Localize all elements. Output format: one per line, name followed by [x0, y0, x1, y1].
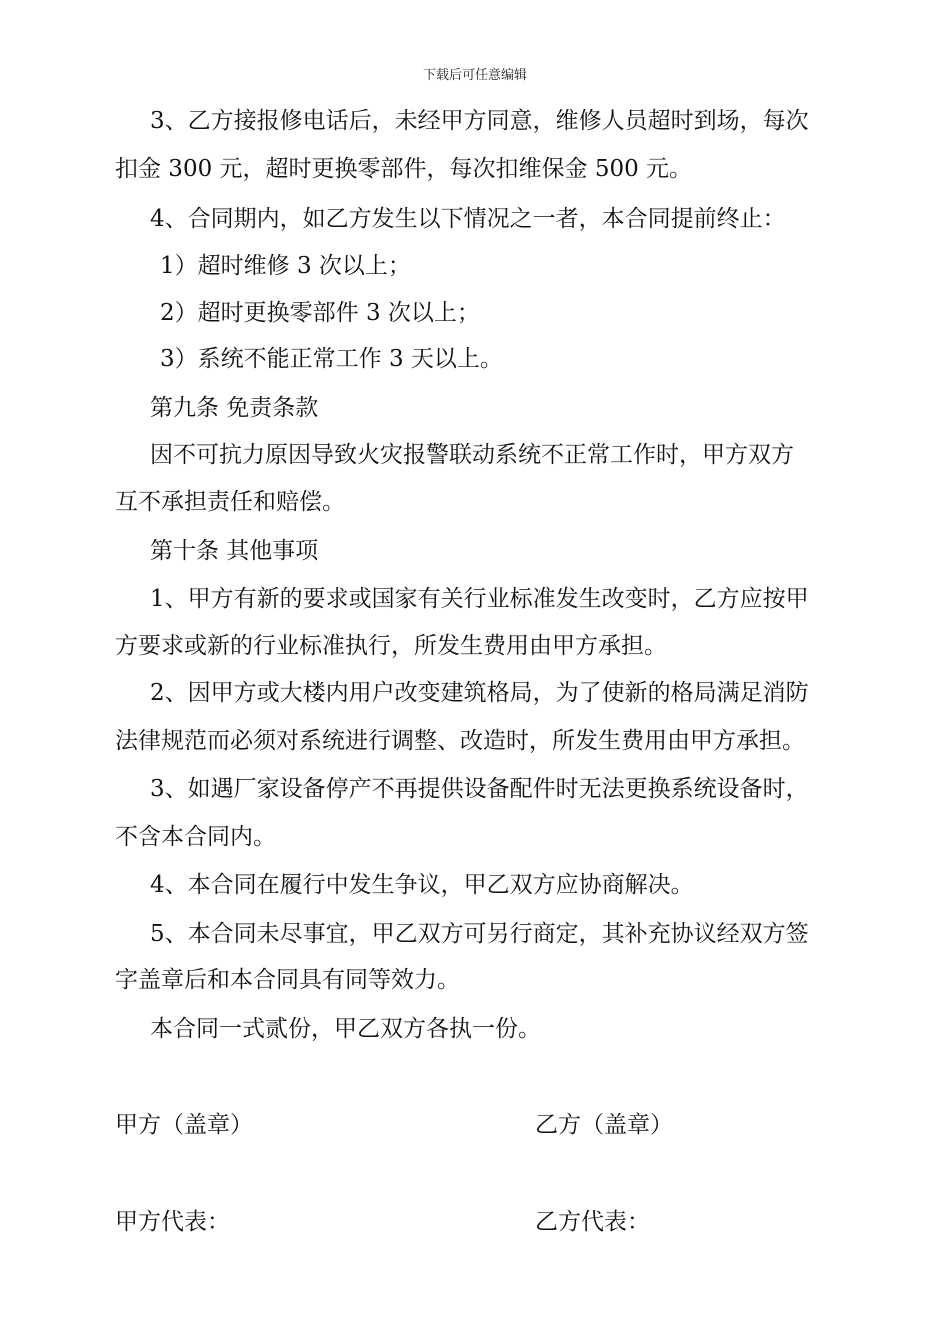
article-10-item-4: 4、本合同在履行中发生争议，甲乙双方应协商解决。: [150, 872, 694, 898]
article-10-item-3-line-2: 不含本合同内。: [115, 824, 276, 850]
termination-condition-1: 1）超时维修 3 次以上；: [160, 253, 411, 279]
party-a-seal-label: 甲方（盖章）: [115, 1112, 253, 1138]
party-a-representative-label: 甲方代表：: [115, 1209, 230, 1235]
termination-condition-3: 3）系统不能正常工作 3 天以上。: [160, 346, 503, 372]
party-b-representative-label: 乙方代表：: [535, 1209, 650, 1235]
clause-8-item-4: 4、合同期内，如乙方发生以下情况之一者，本合同提前终止：: [150, 206, 786, 232]
article-10-item-1-line-2: 方要求或新的行业标准执行，所发生费用由甲方承担。: [115, 633, 667, 659]
page-header-note: 下载后可任意编辑: [422, 68, 527, 83]
termination-condition-2: 2）超时更换零部件 3 次以上；: [160, 300, 480, 326]
article-10-item-5-line-2: 字盖章后和本合同具有同等效力。: [115, 967, 460, 993]
article-10-item-2-line-2: 法律规范而必须对系统进行调整、改造时，所发生费用由甲方承担。: [115, 728, 805, 754]
article-10-item-5-line-1: 5、本合同未尽事宜，甲乙双方可另行商定，其补充协议经双方签: [150, 921, 809, 947]
article-10-item-3-line-1: 3、如遇厂家设备停产不再提供设备配件时无法更换系统设备时，: [150, 776, 809, 802]
article-10-item-2-line-1: 2、因甲方或大楼内用户改变建筑格局，为了使新的格局满足消防: [150, 680, 809, 706]
article-9-heading: 第九条 免责条款: [150, 395, 319, 421]
article-9-text-line-1: 因不可抗力原因导致火灾报警联动系统不正常工作时，甲方双方: [150, 442, 794, 468]
article-9-text-line-2: 互不承担责任和赔偿。: [115, 489, 345, 515]
clause-8-item-3-line-2: 扣金 300 元，超时更换零部件，每次扣维保金 500 元。: [115, 156, 693, 182]
copies-statement: 本合同一式贰份，甲乙双方各执一份。: [150, 1016, 541, 1042]
clause-8-item-3-line-1: 3、乙方接报修电话后，未经甲方同意，维修人员超时到场，每次: [150, 108, 809, 134]
article-10-heading: 第十条 其他事项: [150, 538, 319, 564]
article-10-item-1-line-1: 1、甲方有新的要求或国家有关行业标准发生改变时，乙方应按甲: [150, 586, 809, 612]
party-b-seal-label: 乙方（盖章）: [535, 1112, 673, 1138]
